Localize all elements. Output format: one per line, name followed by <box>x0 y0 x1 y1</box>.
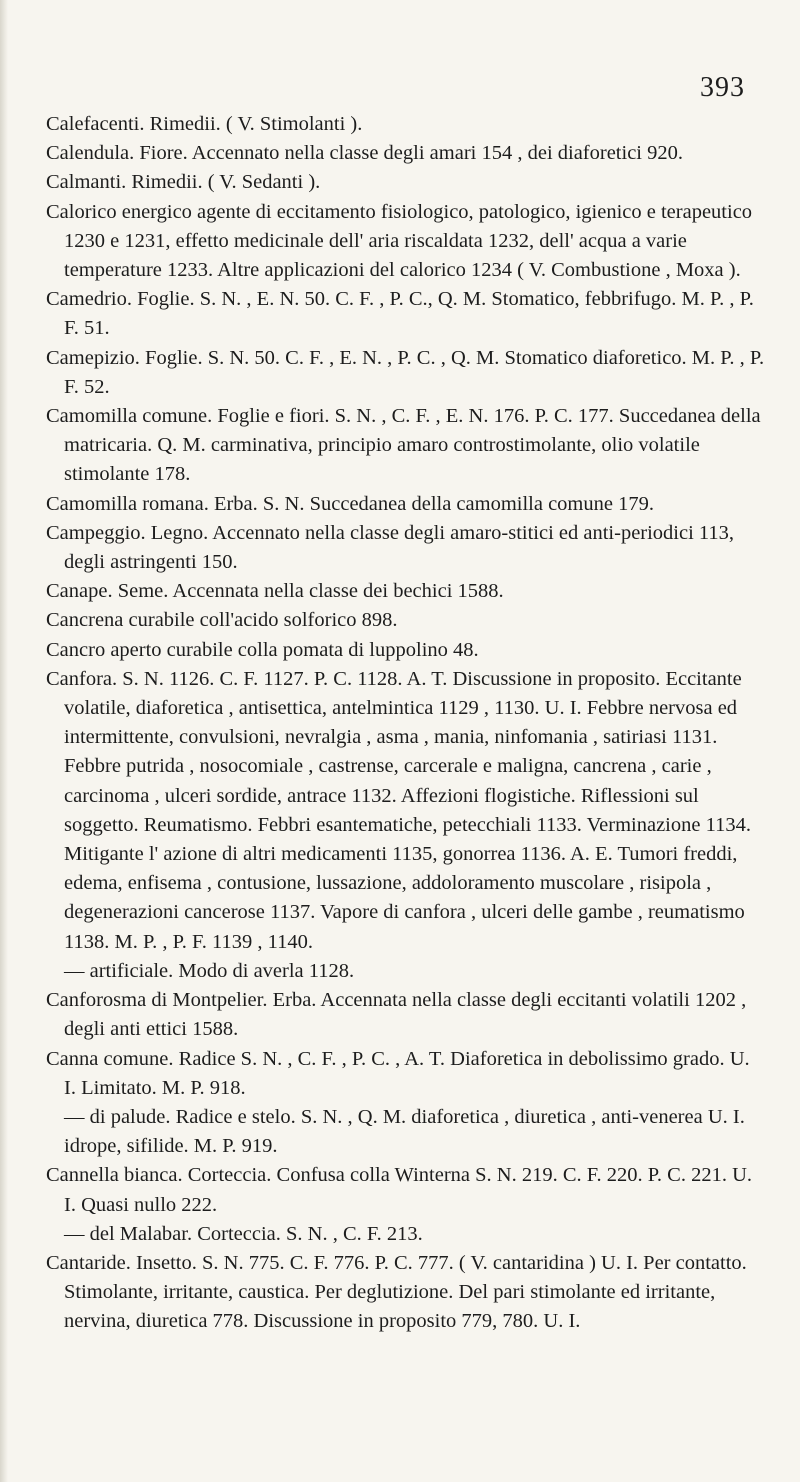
page-number: 393 <box>700 72 745 103</box>
index-entry: Calefacenti. Rimedii. ( V. Stimolanti ). <box>46 113 363 135</box>
index-entry: Camomilla romana. Erba. S. N. Succedanea della camomilla comune 179. <box>46 492 654 515</box>
index-entry: Camomilla comune. Foglie e fiori. S. N. , C. F. , E. N. 176. P. C. 177. Succedanea della matricaria. Q. M. carminativa, principio amaro controstimolante, olio volatile stimolante 178. <box>46 405 761 486</box>
index-entry: — artificiale. Modo di averla 1128. <box>64 959 355 982</box>
index-entries <box>46 110 766 1337</box>
index-entry: Campeggio. Legno. Accennato nella classe degli amaro-stitici ed anti-periodici 113, degli astringenti 150. <box>46 521 735 574</box>
index-entry: Canfora. S. N. 1126. C. F. 1127. P. C. 1128. A. T. Discussione in proposito. Eccitante volatile, diaforetica , antisettica, antelmintica 1129 , 1130. U. I. Febbre nervosa ed intermittente, convulsioni, nevralgia , asma , mania, ninfomania , satiriasi 1131. Febbre putrida , nosocomiale , castrense, carcerale e maligna, cancrena , carie , carcinoma , ulceri sordide, antrace 1132. Affezioni flogistiche. Riflessioni sul soggetto. Reumatismo. Febbri esantematiche, petecchiali 1133. Verminazione 1134. Mitigante l' azione di altri medicamenti 1135, gonorrea 1136. A. E. Tumori freddi, edema, enfisema , contusione, lussazione, addoloramento muscolare , risipola , degenerazioni cancerose 1137. Vapore di canfora , ulceri delle gambe , reumatismo 1138. M. P. , P. F. 1139 , 1140. <box>46 667 751 953</box>
index-entry: Cannella bianca. Corteccia. Confusa colla Winterna S. N. 219. C. F. 220. P. C. 221. U. I. Quasi nullo 222. <box>46 1164 752 1216</box>
index-entry: Camedrio. Foglie. S. N. , E. N. 50. C. F. , P. C., Q. M. Stomatico, febbrifugo. M. P. , P. F. 51. <box>46 288 754 340</box>
index-entry: — di palude. Radice e stelo. S. N. , Q. M. diaforetica , diuretica , anti-venerea U. I. idrope, sifilide. M. P. 919. <box>64 1105 745 1158</box>
index-entry: — del Malabar. Corteccia. S. N. , C. F. 213. <box>64 1222 423 1245</box>
index-entry: Cancrena curabile coll'acido solforico 898. <box>46 609 398 632</box>
index-entry: Cancro aperto curabile colla pomata di luppolino 48. <box>46 638 479 661</box>
page-edge-shadow <box>0 0 8 1482</box>
index-entry: Camepizio. Foglie. S. N. 50. C. F. , E. N. , P. C. , Q. M. Stomatico diaforetico. M. P. , P. F. 52. <box>46 346 765 398</box>
index-entry: Cantaride. Insetto. S. N. 775. C. F. 776. P. C. 777. ( V. cantaridina ) U. I. Per contatto. Stimolante, irritante, caustica. Per deglutizione. Del pari stimolante ed irritante, nervina, diuretica 778. Discussione in proposito 779, 780. U. I. <box>46 1251 747 1333</box>
index-entry: Calmanti. Rimedii. ( V. Sedanti ). <box>46 171 321 194</box>
index-entry: Calendula. Fiore. Accennato nella classe degli amari 154 , dei diaforetici 920. <box>46 142 683 165</box>
index-entry: Canape. Seme. Accennata nella classe dei bechici 1588. <box>46 580 504 603</box>
index-entry: Calorico energico agente di eccitamento fisiologico, patologico, igienico e terapeutico 1230 e 1231, effetto medicinale dell' aria riscaldata 1232, dell' acqua a varie temperature 1233. Altre applicazioni del calorico 1234 ( V. Combustione , Moxa ). <box>46 200 753 282</box>
index-entry: Canforosma di Montpelier. Erba. Accennata nella classe degli eccitanti volatili 1202 , degli anti ettici 1588. <box>46 989 747 1041</box>
index-entry: Canna comune. Radice S. N. , C. F. , P. C. , A. T. Diaforetica in debolissimo grado. U. I. Limitato. M. P. 918. <box>46 1047 750 1099</box>
